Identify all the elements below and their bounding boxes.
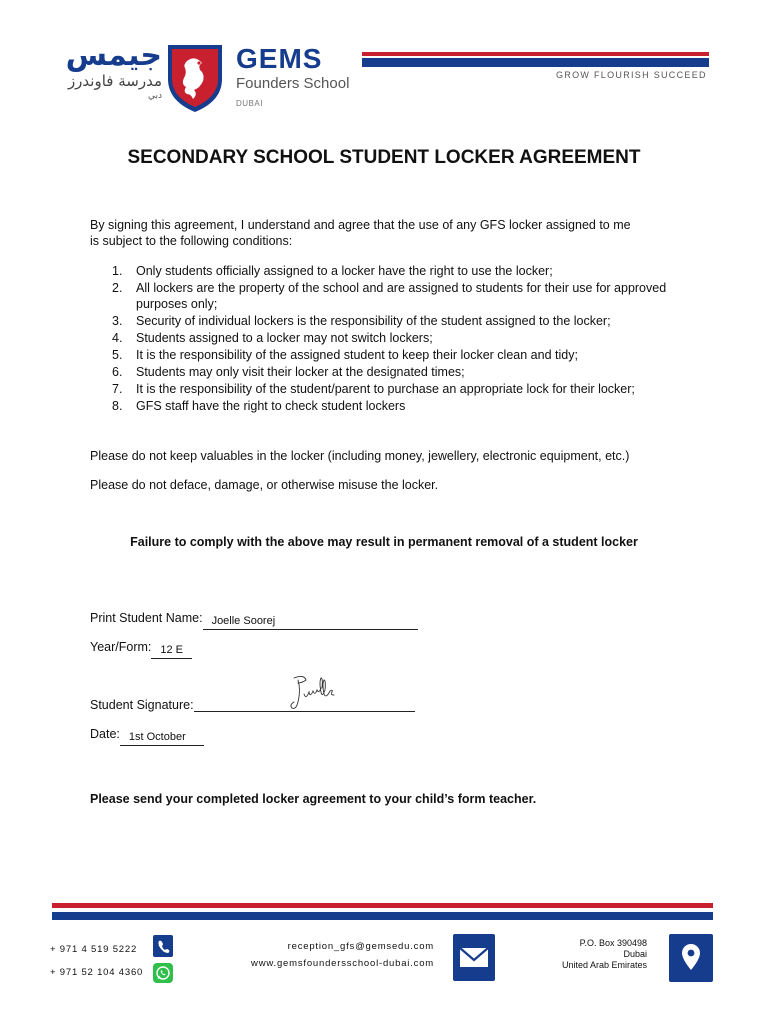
- student-name-field: [90, 610, 418, 630]
- signature-field: [90, 697, 194, 713]
- submission-note: Please send your completed locker agreement to your child’s form teacher.: [90, 792, 537, 806]
- arabic-logo: [52, 40, 162, 102]
- address-country: United Arab Emirates: [561, 960, 647, 970]
- footer-blue-stripe: [52, 912, 713, 920]
- handwritten-signature: [284, 672, 344, 714]
- deface-note: Please do not deface, damage, or otherwise misuse the locker.: [90, 478, 439, 492]
- email-address[interactable]: reception_gfs@gemsedu.com: [287, 941, 434, 952]
- list-number: 2.: [112, 281, 123, 295]
- date-value[interactable]: 1st October: [120, 729, 204, 746]
- postal-address: [510, 938, 647, 971]
- conditions-list: [90, 263, 690, 415]
- list-item: [90, 398, 690, 414]
- list-item: [90, 313, 690, 329]
- list-item: [90, 381, 690, 397]
- list-text: It is the responsibility of the student/parent to purchase an appropriate lock for their locker;: [136, 382, 635, 396]
- valuables-note: Please do not keep valuables in the locker (including money, jewellery, electronic equipment, etc.): [90, 449, 630, 463]
- list-number: 7.: [112, 382, 123, 396]
- arabic-brand-name: جيمس: [65, 38, 162, 73]
- warning-text: Failure to comply with the above may result in permanent removal of a student locker: [130, 535, 638, 549]
- po-box: P.O. Box 390498: [579, 938, 647, 948]
- phone-number[interactable]: + 971 4 519 5222: [50, 944, 138, 955]
- location-pin-icon: [669, 934, 713, 982]
- date-label: Date:: [90, 727, 120, 741]
- date-field: [90, 726, 204, 746]
- student-name-value[interactable]: Joelle Soorej: [203, 613, 418, 630]
- list-number: 1.: [112, 264, 123, 278]
- page-title: SECONDARY SCHOOL STUDENT LOCKER AGREEMENT: [127, 147, 641, 168]
- list-text: It is the responsibility of the assigned student to keep their locker clean and tidy;: [136, 348, 578, 362]
- phone-icon: [153, 935, 173, 957]
- list-number: 3.: [112, 314, 123, 328]
- tagline: GROW FLOURISH SUCCEED: [556, 70, 707, 80]
- intro-line: By signing this agreement, I understand and agree that the use of any GFS locker assigned to me: [90, 218, 631, 232]
- year-form-value[interactable]: 12 E: [151, 642, 192, 659]
- address-city: Dubai: [623, 949, 647, 959]
- list-text: Only students officially assigned to a locker have the right to use the locker;: [136, 264, 553, 278]
- list-text: GFS staff have the right to check student lockers: [136, 399, 406, 413]
- list-item: [90, 364, 690, 380]
- footer-red-stripe: [52, 903, 713, 908]
- signature-label: Student Signature:: [90, 698, 194, 712]
- list-item: [90, 263, 690, 279]
- student-name-label: Print Student Name:: [90, 611, 203, 625]
- whatsapp-number[interactable]: + 971 52 104 4360: [50, 967, 144, 978]
- crest-logo-icon: [166, 43, 224, 114]
- list-text: Students assigned to a locker may not switch lockers;: [136, 331, 433, 345]
- year-form-field: [90, 639, 192, 659]
- list-text: Students may only visit their locker at the designated times;: [136, 365, 465, 379]
- list-item: [90, 347, 690, 363]
- list-text: Security of individual lockers is the responsibility of the student assigned to the locker;: [136, 314, 611, 328]
- whatsapp-icon: [153, 963, 173, 983]
- envelope-icon: [453, 934, 495, 981]
- arabic-school-name: مدرسة فاوندرز: [67, 72, 162, 90]
- intro-paragraph: [90, 217, 650, 249]
- list-number: 8.: [112, 399, 123, 413]
- website-url[interactable]: www.gemsfoundersschool-dubai.com: [251, 958, 434, 969]
- list-item: [90, 280, 690, 312]
- school-name: Founders School: [236, 75, 350, 92]
- list-text: All lockers are the property of the school and are assigned to students for their use for approved purposes only;: [136, 281, 667, 311]
- list-number: 4.: [112, 331, 123, 345]
- school-city: DUBAI: [236, 99, 263, 108]
- header-blue-stripe: [362, 58, 709, 67]
- list-item: [90, 330, 690, 346]
- year-form-label: Year/Form:: [90, 640, 152, 654]
- header-red-stripe: [362, 52, 709, 56]
- arabic-city-name: دبي: [147, 91, 162, 101]
- intro-line: is subject to the following conditions:: [90, 234, 293, 248]
- list-number: 5.: [112, 348, 123, 362]
- brand-name: GEMS: [236, 43, 323, 74]
- list-number: 6.: [112, 365, 123, 379]
